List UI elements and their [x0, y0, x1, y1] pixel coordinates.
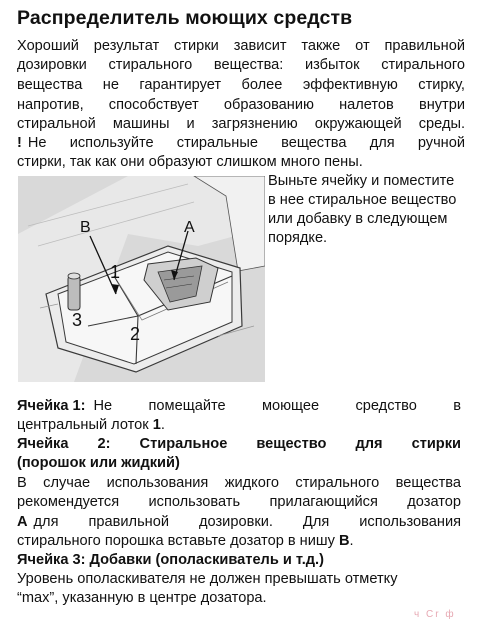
cell2-body-1: В случае использования жидкого стирального вещества [17, 475, 461, 491]
side-text-2: в нее стиральное вещество [268, 192, 457, 208]
cell1-text2-suffix: . [160, 417, 165, 433]
cell3-body-1: Уровень ополаскивателя не должен превышать отметку [17, 571, 398, 587]
cell1-text2-bold: 1 [152, 417, 161, 433]
cell2-body-4-text: стирального порошка вставьте дозатор в нишу [17, 533, 339, 549]
cell1-line-1 [17, 397, 461, 415]
cell2-body-4-bold: B [338, 533, 350, 549]
cell2-body-4-suffix: . [349, 533, 354, 549]
cell-number-3: 3 [72, 310, 83, 330]
cell2-heading-1: Ячейка 2: Стиральное вещество для стирки [17, 436, 461, 452]
cell1-line-2 [17, 416, 165, 434]
dispenser-drawing [18, 176, 265, 382]
label-a: A [184, 219, 195, 236]
cell2-body-3 [17, 513, 461, 531]
cell3-body-2: “max”, указанную в центре дозатора. [17, 590, 267, 606]
cell2-body-4 [17, 532, 354, 550]
warning-line-1 [17, 134, 465, 152]
page-edge-smudge: ч Cr ф [414, 609, 456, 620]
cell1-text2: центральный лоток [17, 417, 153, 433]
dispenser-illustration [18, 176, 265, 382]
intro-line-3: вещества не гарантирует более эффективную стирку, [17, 77, 465, 93]
cell3-heading: Ячейка 3: Добавки (ополаскиватель и т.д.) [17, 552, 324, 568]
page-title: Распределитель моющих средств [17, 7, 353, 29]
cell-number-2: 2 [130, 324, 141, 344]
cell1-label: Ячейка 1: [17, 398, 86, 414]
intro-line-2: дозировки стирального вещества: избыток стирального [17, 57, 465, 73]
warning-mark: ! [17, 135, 22, 151]
side-text-4: порядке. [268, 230, 328, 246]
intro-line-5: стиральной машины и загрязнению окружающей среды. [17, 116, 465, 132]
cell2-body-3-text: для правильной дозировки. Для использования [33, 514, 461, 530]
label-b: B [80, 219, 91, 236]
cell2-heading-2: (порошок или жидкий) [17, 455, 180, 471]
intro-line-4: напротив, способствует образованию налетов внутри [17, 97, 465, 113]
cell-number-1: 1 [110, 262, 121, 282]
cell1-text: Не помещайте моющее средство в [93, 398, 461, 414]
cell2-body-3-bold: A [17, 514, 28, 530]
intro-line-1: Хороший результат стирки зависит также от правильной [17, 38, 465, 54]
side-text-1: Выньте ячейку и поместите [268, 173, 455, 189]
cell2-body-2: рекомендуется использовать прилагающийся дозатор [17, 494, 461, 510]
warning-text-1: Не используйте стиральные вещества для ручной [27, 135, 465, 151]
warning-line-2: стирки, так как они образуют слишком много пены. [17, 154, 363, 170]
side-text-3: или добавку в следующем [268, 211, 448, 227]
